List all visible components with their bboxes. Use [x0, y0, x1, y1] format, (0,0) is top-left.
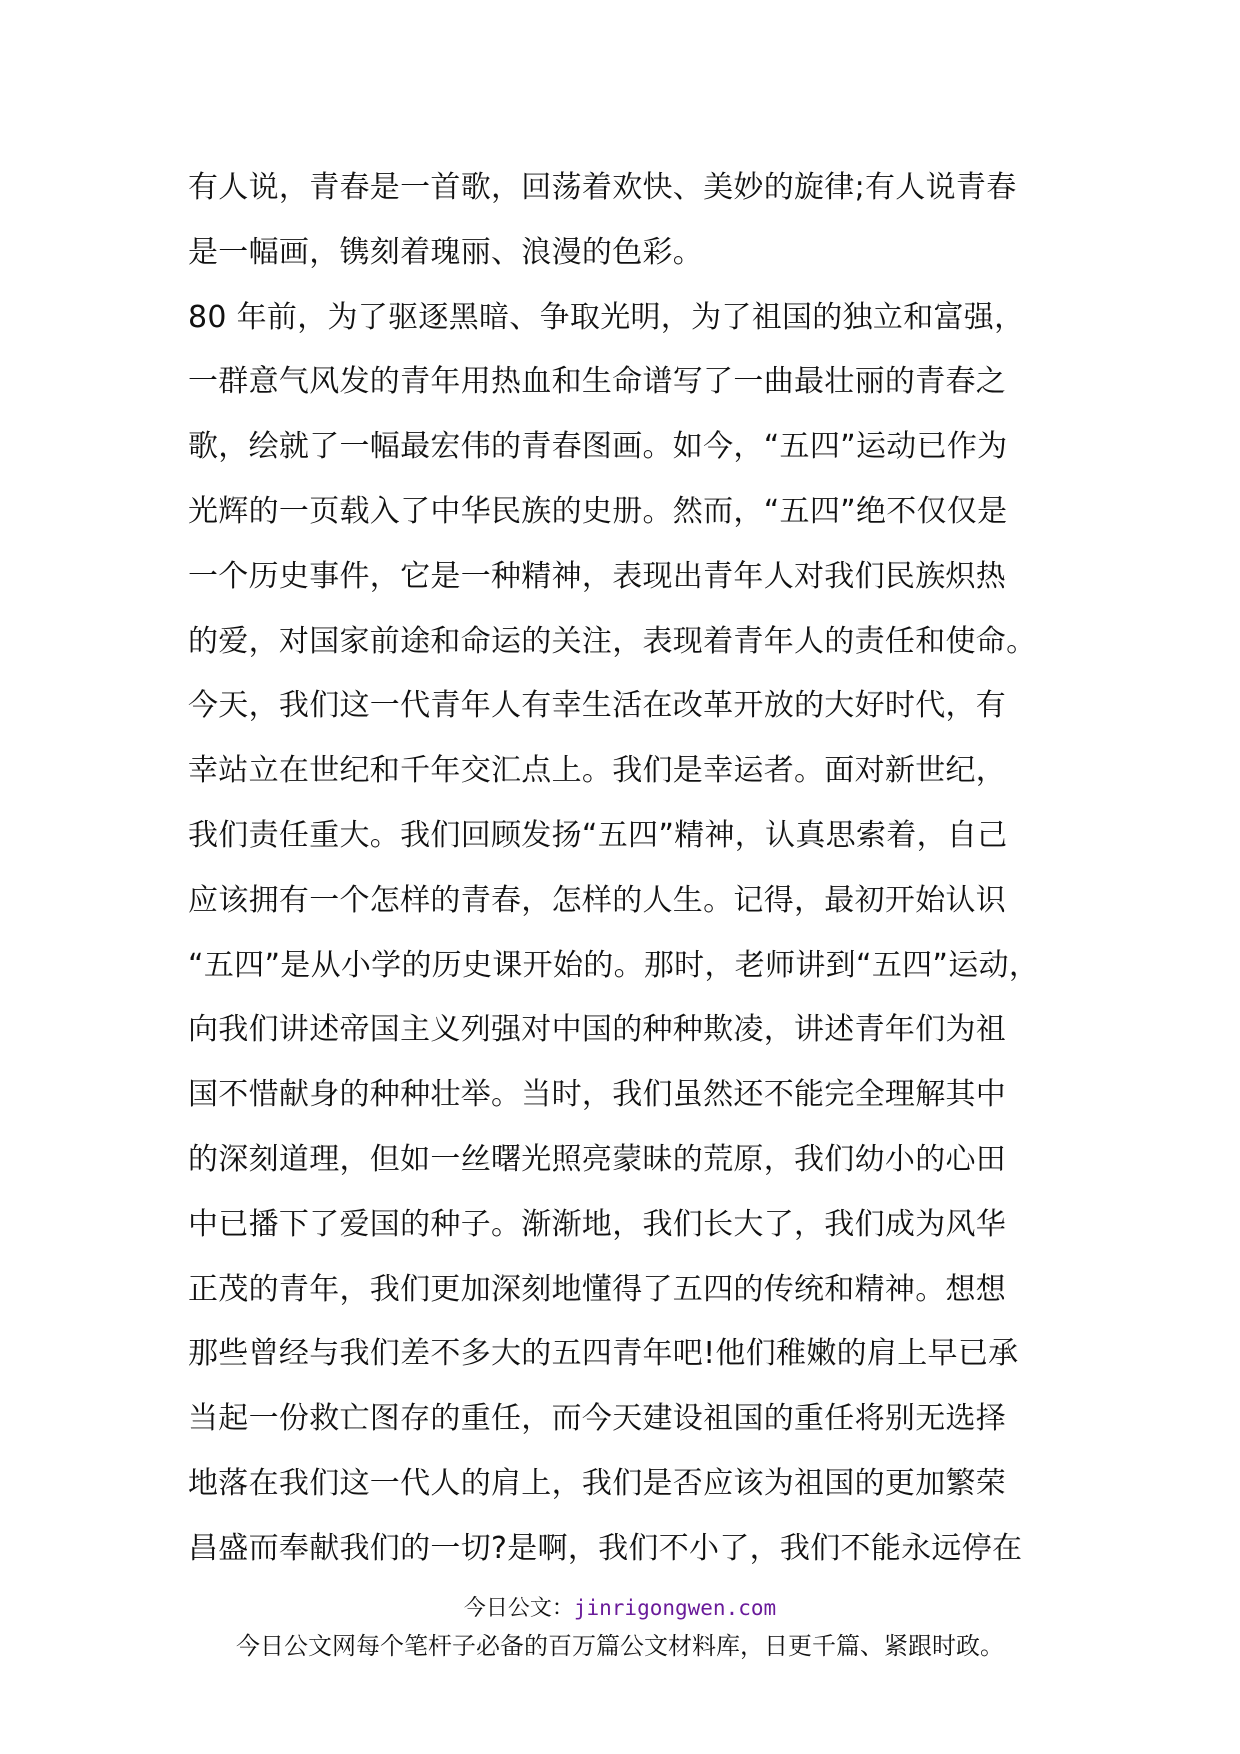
text-line: 的深刻道理，但如一丝曙光照亮蒙昧的荒原，我们幼小的心田 — [188, 1141, 1007, 1177]
text-line: 歌，绘就了一幅最宏伟的青春图画。如今，“五四”运动已作为 — [188, 429, 1008, 465]
text-line: 有人说，青春是一首歌，回荡着欢快、美妙的旋律;有人说青春 — [188, 170, 1017, 205]
text-line: 国不惜献身的种种壮举。当时，我们虽然还不能完全理解其中 — [188, 1077, 1007, 1113]
footer-site-label: 今日公文： — [463, 1596, 574, 1621]
footer-site — [0, 1593, 1240, 1624]
footer-site-link[interactable]: jinrigongwen.com — [573, 1596, 777, 1620]
text-line: 正茂的青年，我们更加深刻地懂得了五四的传统和精神。想想 — [188, 1271, 1007, 1307]
text-line: 应该拥有一个怎样的青春，怎样的人生。记得，最初开始认识 — [188, 882, 1007, 918]
text-line: 80 年前，为了驱逐黑暗、争取光明，为了祖国的独立和富强， — [188, 299, 1025, 335]
text-line: 今天，我们这一代青年人有幸生活在改革开放的大好时代，有 — [188, 688, 1007, 724]
text-line: 是一幅画，镌刻着瑰丽、浪漫的色彩。 — [188, 234, 704, 270]
text-line: 一群意气风发的青年用热血和生命谱写了一曲最壮丽的青春之 — [188, 364, 1007, 400]
text-line: 我们责任重大。我们回顾发扬“五四”精神，认真思索着，自己 — [188, 817, 1008, 853]
text-line: 那些曾经与我们差不多大的五四青年吧!他们稚嫩的肩上早已承 — [188, 1336, 1019, 1372]
document-body — [188, 156, 1058, 1582]
text-line: “五四”是从小学的历史课开始的。那时，老师讲到“五四”运动， — [188, 947, 1040, 983]
text-line: 地落在我们这一代人的肩上，我们是否应该为祖国的更加繁荣 — [188, 1465, 1007, 1501]
text-line: 一个历史事件，它是一种精神，表现出青年人对我们民族炽热 — [188, 558, 1007, 594]
text-line: 当起一份救亡图存的重任，而今天建设祖国的重任将别无选择 — [188, 1401, 1007, 1437]
text-line: 昌盛而奉献我们的一切?是啊，我们不小了，我们不能永远停在 — [188, 1530, 1023, 1566]
text-line: 光辉的一页载入了中华民族的史册。然而，“五四”绝不仅仅是 — [188, 493, 1008, 529]
text-line: 中已播下了爱国的种子。渐渐地，我们长大了，我们成为风华 — [188, 1206, 1007, 1242]
text-line: 的爱，对国家前途和命运的关注，表现着青年人的责任和使命。 — [188, 623, 1037, 659]
text-line: 幸站立在世纪和千年交汇点上。我们是幸运者。面对新世纪， — [188, 753, 1007, 789]
text-line: 向我们讲述帝国主义列强对中国的种种欺凌，讲述青年们为祖 — [188, 1012, 1007, 1048]
footer-slogan: 今日公文网每个笔杆子必备的百万篇公文材料库，日更千篇、紧跟时政。 — [236, 1632, 1004, 1660]
